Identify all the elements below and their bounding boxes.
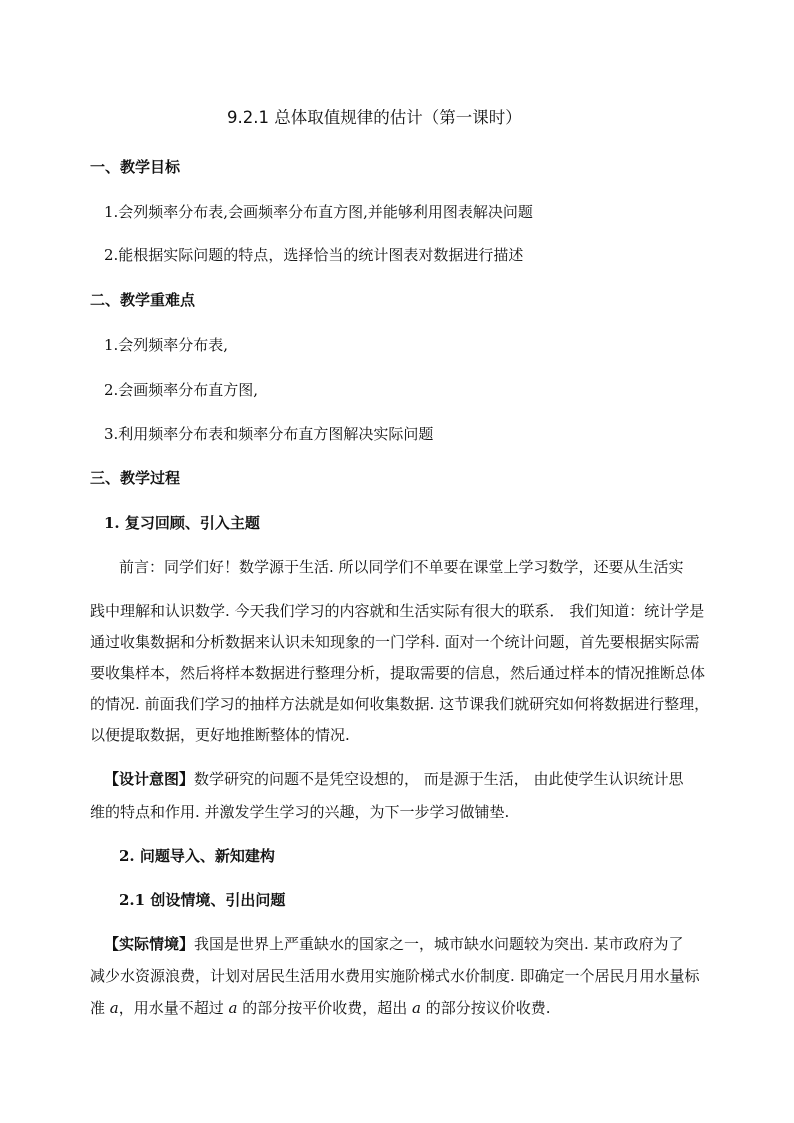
intro-line-2: 践中理解和认识数学. 今天我们学习的内容就和生活实际有很大的联系． 我们知道：统计学是 [90, 602, 705, 620]
situation-line-2: 减少水资源浪费，计划对居民生活用水费用实施阶梯式水价制度. 即确定一个居民月用水量标 [90, 967, 700, 985]
objective-item-1: 1.会列频率分布表,会画频率分布直方图,并能够利用图表解决问题 [104, 203, 533, 221]
intro-line-1: 前言：同学们好！数学源于生活. 所以同学们不单要在课堂上学习数学，还要从生活实 [119, 558, 684, 576]
intro-line-4: 要收集样本，然后将样本数据进行整理分析，提取需要的信息，然后通过样本的情况推断总体 [90, 664, 706, 682]
page-title: 9.2.1 总体取值规律的估计（第一课时） [227, 108, 522, 127]
key-point-item-2: 2.会画频率分布直方图, [104, 381, 259, 399]
situation-text-1: 我国是世界上严重缺水的国家之一，城市缺水问题较为突出. 某市政府为了 [194, 935, 684, 953]
subsection-heading-scenario: 2.1 创设情境、引出问题 [119, 891, 286, 909]
section-heading-process: 三、教学过程 [90, 469, 181, 487]
situation-line-1 [104, 934, 684, 954]
intro-line-6: 以便提取数据，更好地推断整体的情况. [90, 726, 350, 744]
situation-label: 【实际情境】 [104, 935, 195, 953]
situation-text-3d: 的部分按议价收费. [420, 999, 551, 1017]
design-intent-line-2: 维的特点和作用. 并激发学生学习的兴趣，为下一步学习做铺垫. [90, 803, 510, 821]
section-heading-key-points: 二、教学重难点 [90, 291, 196, 309]
variable-a: a [412, 999, 421, 1017]
intro-line-3: 通过收集数据和分析数据来认识未知现象的一门学科. 面对一个统计问题，首先要根据实际需 [90, 633, 700, 651]
situation-text-3c: 的部分按平价收费，超出 [237, 999, 413, 1017]
design-intent-text-1: 数学研究的问题不是凭空设想的， 而是源于生活， 由此使学生认识统计思 [194, 770, 684, 788]
key-point-item-1: 1.会列频率分布表, [104, 336, 229, 354]
objective-item-2: 2.能根据实际问题的特点，选择恰当的统计图表对数据进行描述 [104, 246, 524, 264]
situation-text-3a: 准 [90, 999, 110, 1017]
section-heading-objectives: 一、教学目标 [90, 158, 181, 176]
situation-line-3 [90, 998, 551, 1018]
intro-line-5: 的情况. 前面我们学习的抽样方法就是如何收集数据. 这节课我们就研究如何将数据进行整理， [90, 695, 710, 713]
design-intent-line-1 [104, 769, 684, 789]
variable-a: a [228, 999, 238, 1017]
design-intent-label: 【设计意图】 [104, 770, 195, 788]
subsection-heading-review: 1. 复习回顾、引入主题 [104, 514, 260, 532]
variable-a: a [109, 999, 119, 1017]
key-point-item-3: 3.利用频率分布表和频率分布直方图解决实际问题 [104, 425, 434, 443]
subsection-heading-problem: 2. 问题导入、新知建构 [119, 847, 275, 865]
situation-text-3b: ，用水量不超过 [118, 999, 229, 1017]
